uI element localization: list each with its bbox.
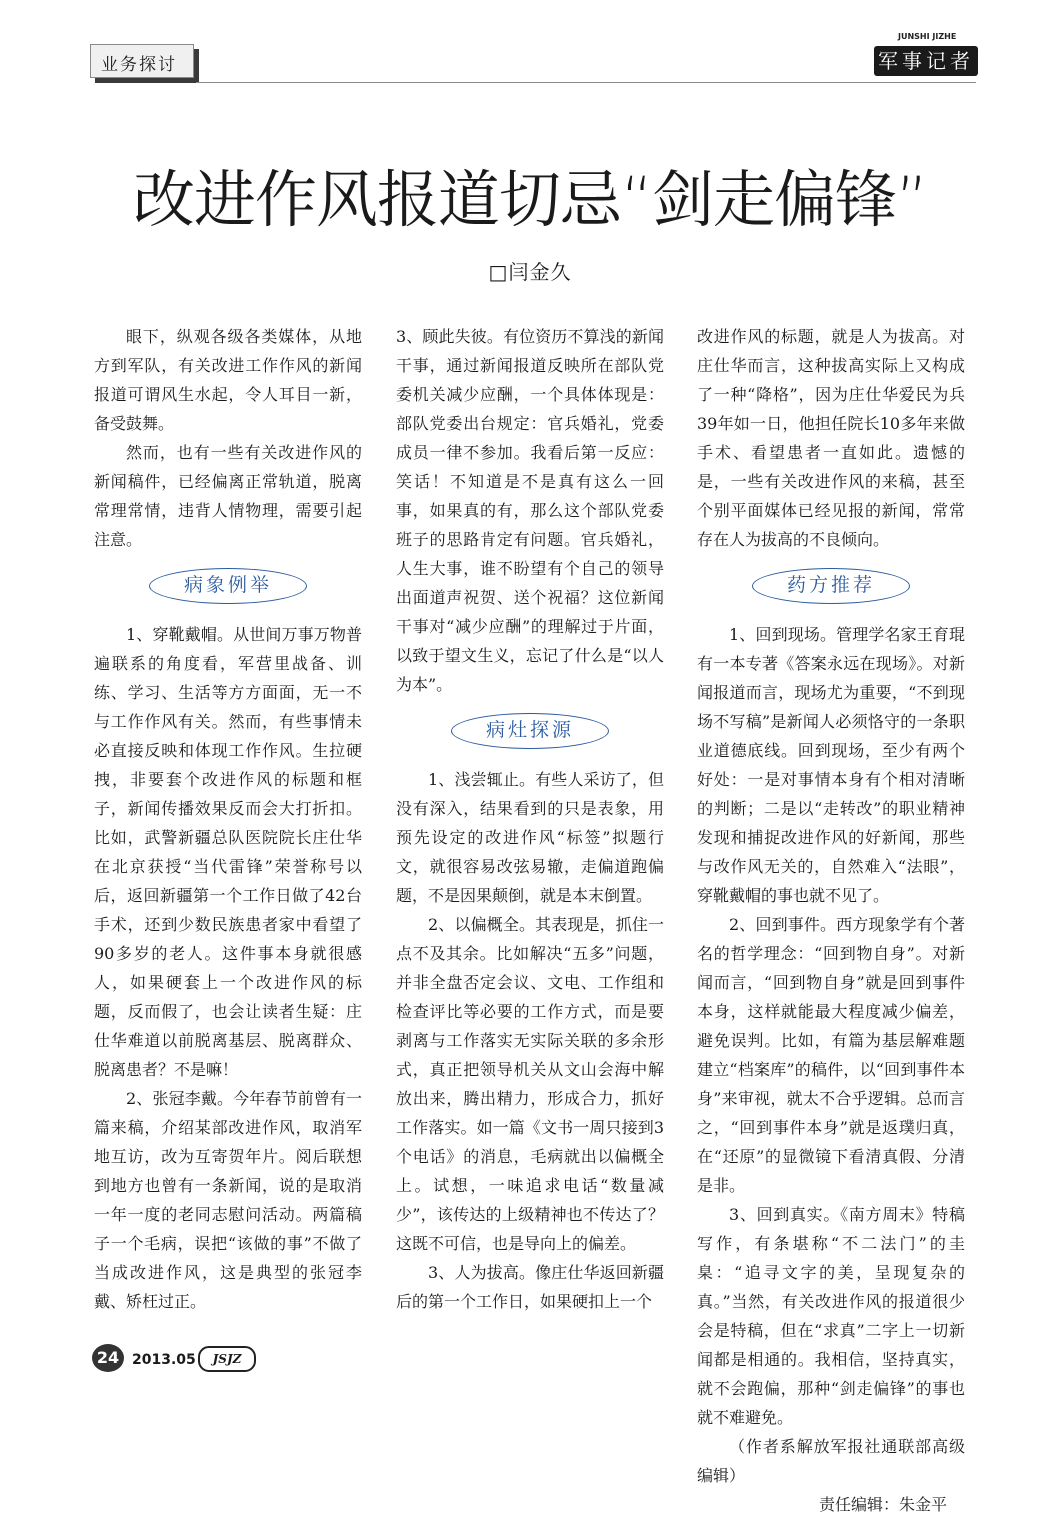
body-paragraph: 3、人为拔高。像庄仕华返回新疆后的第一个工作日，如果硬扣上一个: [396, 1263, 664, 1311]
header-rule: [196, 82, 976, 83]
body-paragraph: 1、浅尝辄止。有些人采访了，但没有深入，结果看到的只是表象，用预先设定的改进作风“标签”拟题行文，就很容易改弦易辙，走偏道跑偏题，不是因果颠倒，就是本末倒置。: [396, 770, 664, 905]
magazine-logo: [874, 32, 978, 84]
page-footer: [92, 1342, 292, 1374]
issue-date: 2013.05: [132, 1352, 196, 1368]
editor-credit: 责任编辑：朱金平: [818, 1495, 947, 1514]
body-paragraph: 2、以偏概全。其表现是，抓住一点不及其余。比如解决“五多”问题，并非全盘否定会议、文电、工作组和检查评比等必要的工作方式，而是要剥离与工作落实无实际关联的多余形式，真正把领导机关从文山会海中解放出来，腾出精力，形成合力，抓好工作落实。如一篇《文书一周只接到3个电话》的消息，毛病就出以偏概全上。试想，一味追求电话“数量减少”，该传达的上级精神也不传达了？这既不可信，也是导向上的偏差。: [396, 915, 664, 1253]
section-heading-causes: 病灶探源: [451, 713, 609, 749]
column-2: [396, 322, 664, 1316]
article-title: 改进作风报道切忌“剑走偏锋”: [132, 163, 928, 236]
body-paragraph: 1、回到现场。管理学名家王育琨有一本专著《答案永远在现场》。对新闻报道而言，现场尤为重要，“不到现场不写稿”是新闻人必须恪守的一条职业道德底线。回到现场，至少有两个好处：一是对事情本身有个相对清晰的判断；二是以“走转改”的职业精神发现和捕捉改进作风的好新闻，那些与改作风无关的，自然难入“法眼”，穿靴戴帽的事也就不见了。: [697, 625, 965, 905]
body-paragraph: 2、张冠李戴。今年春节前曾有一篇来稿，介绍某部改进作风，取消军地互访，改为互寄贺年片。阅后联想到地方也曾有一条新闻，说的是取消一年一度的老同志慰问活动。两篇稿子一个毛病，误把“该做的事”不做了当成改进作风，这是典型的张冠李戴、矫枉过正。: [94, 1089, 362, 1311]
column-1: [94, 322, 362, 1316]
intro-paragraph: 眼下，纵观各级各类媒体，从地方到军队，有关改进工作作风的新闻报道可谓风生水起，令人耳目一新，备受鼓舞。: [94, 327, 362, 433]
article-byline: □闫金久: [488, 260, 572, 284]
section-label: 业务探讨: [101, 55, 177, 75]
body-paragraph: 2、回到事件。西方现象学有个著名的哲学理念：“回到物自身”。对新闻而言，“回到物自身”就是回到事件本身，这样就能最大程度减少偏差，避免误判。比如，有篇为基层解难题建立“档案库”的稿件，以“回到事件本身”来审视，就太不合乎逻辑。总而言之，“回到事件本身”就是返璞归真，在“还原”的显微镜下看清真假、分清是非。: [697, 915, 965, 1195]
section-tab: [90, 44, 194, 78]
magazine-logo-en: JUNSHI JIZHE: [898, 32, 957, 41]
page-number: 24: [92, 1344, 124, 1372]
body-paragraph: 3、顾此失彼。有位资历不算浅的新闻干事，通过新闻报道反映所在部队党委机关减少应酬，一个具体体现是：部队党委出台规定：官兵婚礼，党委成员一律不参加。我看后第一反应：笑话！不知道是不是真有这么一回事，如果真的有，那么这个部队党委班子的思路肯定有问题。官兵婚礼，人生大事，谁不盼望有个自己的领导出面道声祝贺、送个祝福？这位新闻干事对“减少应酬”的理解过于片面，以致于望文生义，忘记了什么是“以人为本”。: [396, 327, 664, 694]
magazine-logo-cn: 军事记者: [874, 46, 978, 76]
section-heading-remedies: 药方推荐: [752, 568, 910, 604]
column-3: [697, 322, 965, 1519]
body-paragraph: 3、回到真实。《南方周末》特稿写作，有条堪称“不二法门”的圭臬：“追寻文字的美，呈现复杂的真。”当然，有关改进作风的报道很少会是特稿，但在“求真”二字上一切新闻都是相通的。我相信，坚持真实，就不会跑偏，那种“剑走偏锋”的事也就不难避免。: [697, 1205, 965, 1427]
body-paragraph: （作者系解放军报社通联部高级编辑）: [697, 1437, 965, 1485]
body-paragraph: 1、穿靴戴帽。从世间万事万物普遍联系的角度看，军营里战备、训练、学习、生活等方方面面，无一不与工作作风有关。然而，有些事情未必直接反映和体现工作作风。生拉硬拽，非要套个改进作风的标题和框子，新闻传播效果反而会大打折扣。比如，武警新疆总队医院院长庄仕华在北京获授“当代雷锋”荣誉称号以后，返回新疆第一个工作日做了42台手术，还到少数民族患者家中看望了90多岁的老人。这件事本身就很感人，如果硬套上一个改进作风的标题，反而假了，也会让读者生疑：庄仕华难道以前脱离基层、脱离群众、脱离患者？不是嘛！: [94, 625, 362, 1079]
body-paragraph: 改进作风的标题，就是人为拔高。对庄仕华而言，这种拔高实际上又构成了一种“降格”，因为庄仕华爱民为兵39年如一日，他担任院长10多年来做手术、看望患者一直如此。遗憾的是，一些有关改进作风的来稿，甚至个别平面媒体已经见报的新闻，常常存在人为拔高的不良倾向。: [697, 327, 965, 549]
footer-logo: JSJZ: [198, 1346, 256, 1372]
section-heading-symptoms: 病象例举: [149, 568, 307, 604]
intro-paragraph: 然而，也有一些有关改进作风的新闻稿件，已经偏离正常轨道，脱离常理常情，违背人情物理，需要引起注意。: [94, 443, 362, 549]
